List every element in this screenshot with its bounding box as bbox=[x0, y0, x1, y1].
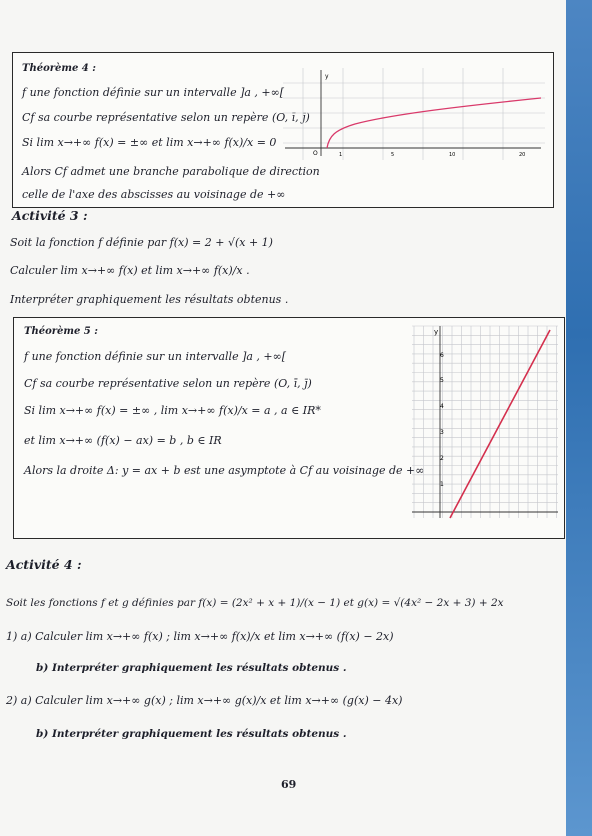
activity-4-q1b: b) Interpréter graphiquement les résultats obtenus . bbox=[36, 662, 347, 674]
theorem-5-line-1: f une fonction définie sur un intervalle ]a , +∞[ bbox=[24, 350, 287, 363]
activity-4-title: Activité 4 : bbox=[6, 557, 82, 572]
activity-3-title: Activité 3 : bbox=[12, 208, 88, 223]
y-tick-2: 2 bbox=[440, 455, 444, 462]
page-edge-background bbox=[566, 0, 592, 836]
theorem-5-line-2: Cf sa courbe représentative selon un repère (O, ī, j̄) bbox=[24, 377, 312, 390]
y-tick-4: 4 bbox=[440, 403, 444, 410]
y-tick-3: 3 bbox=[440, 429, 444, 436]
x-tick-1: 1 bbox=[339, 152, 343, 158]
theorem-5-title: Théorème 5 : bbox=[24, 326, 98, 337]
y-tick-1: 1 bbox=[440, 481, 444, 488]
theorem-4-line-5: celle de l'axe des abscisses au voisinage de +∞ bbox=[22, 188, 286, 201]
activity-4-q1a: 1) a) Calculer lim x→+∞ f(x) ; lim x→+∞ f(x)/x et lim x→+∞ (f(x) − 2x) bbox=[6, 630, 394, 643]
theorem-5-graph bbox=[410, 322, 560, 522]
asymptote-line bbox=[450, 330, 550, 518]
x-tick-20: 20 bbox=[519, 152, 526, 158]
y-tick-6: 6 bbox=[440, 352, 444, 359]
x-tick-10: 10 bbox=[449, 152, 456, 158]
theorem-4-graph bbox=[283, 68, 545, 160]
theorem-4-title: Théorème 4 : bbox=[22, 63, 96, 74]
activity-3-line-2: Calculer lim x→+∞ f(x) et lim x→+∞ f(x)/x . bbox=[10, 264, 250, 277]
theorem-4-line-1: f une fonction définie sur un intervalle ]a , +∞[ bbox=[22, 86, 285, 99]
activity-3-line-1: Soit la fonction f définie par f(x) = 2 + √(x + 1) bbox=[10, 236, 273, 249]
x-tick-5: 5 bbox=[391, 152, 395, 158]
sqrt-like-curve bbox=[327, 98, 541, 148]
origin-label: O bbox=[313, 150, 318, 157]
activity-4-q2b: b) Interpréter graphiquement les résultats obtenus . bbox=[36, 728, 347, 740]
theorem-4-line-2: Cf sa courbe représentative selon un repère (O, ī, j̄) bbox=[22, 111, 310, 124]
activity-3-line-3: Interpréter graphiquement les résultats obtenus . bbox=[10, 293, 289, 306]
y-tick-5: 5 bbox=[440, 377, 444, 384]
theorem-4-line-3: Si lim x→+∞ f(x) = ±∞ et lim x→+∞ f(x)/x = 0 bbox=[22, 136, 277, 149]
theorem-5-line-4: et lim x→+∞ (f(x) − ax) = b , b ∈ IR bbox=[24, 434, 222, 447]
theorem-5-line-5: Alors la droite Δ: y = ax + b est une asymptote à Cf au voisinage de +∞ bbox=[24, 464, 425, 477]
y-axis-label: y bbox=[325, 73, 329, 80]
activity-4-q2a: 2) a) Calculer lim x→+∞ g(x) ; lim x→+∞ g(x)/x et lim x→+∞ (g(x) − 4x) bbox=[6, 694, 403, 707]
page-number: 69 bbox=[281, 778, 297, 791]
theorem-5-line-3: Si lim x→+∞ f(x) = ±∞ , lim x→+∞ f(x)/x = a , a ∈ IR* bbox=[24, 404, 321, 417]
theorem-4-line-4: Alors Cf admet une branche parabolique de direction bbox=[22, 165, 320, 178]
y-axis-label: y bbox=[434, 328, 439, 336]
activity-4-line-1: Soit les fonctions f et g définies par f(x) = (2x² + x + 1)/(x − 1) et g(x) = √(4x² − 2x + 3) + 2x bbox=[6, 597, 504, 609]
